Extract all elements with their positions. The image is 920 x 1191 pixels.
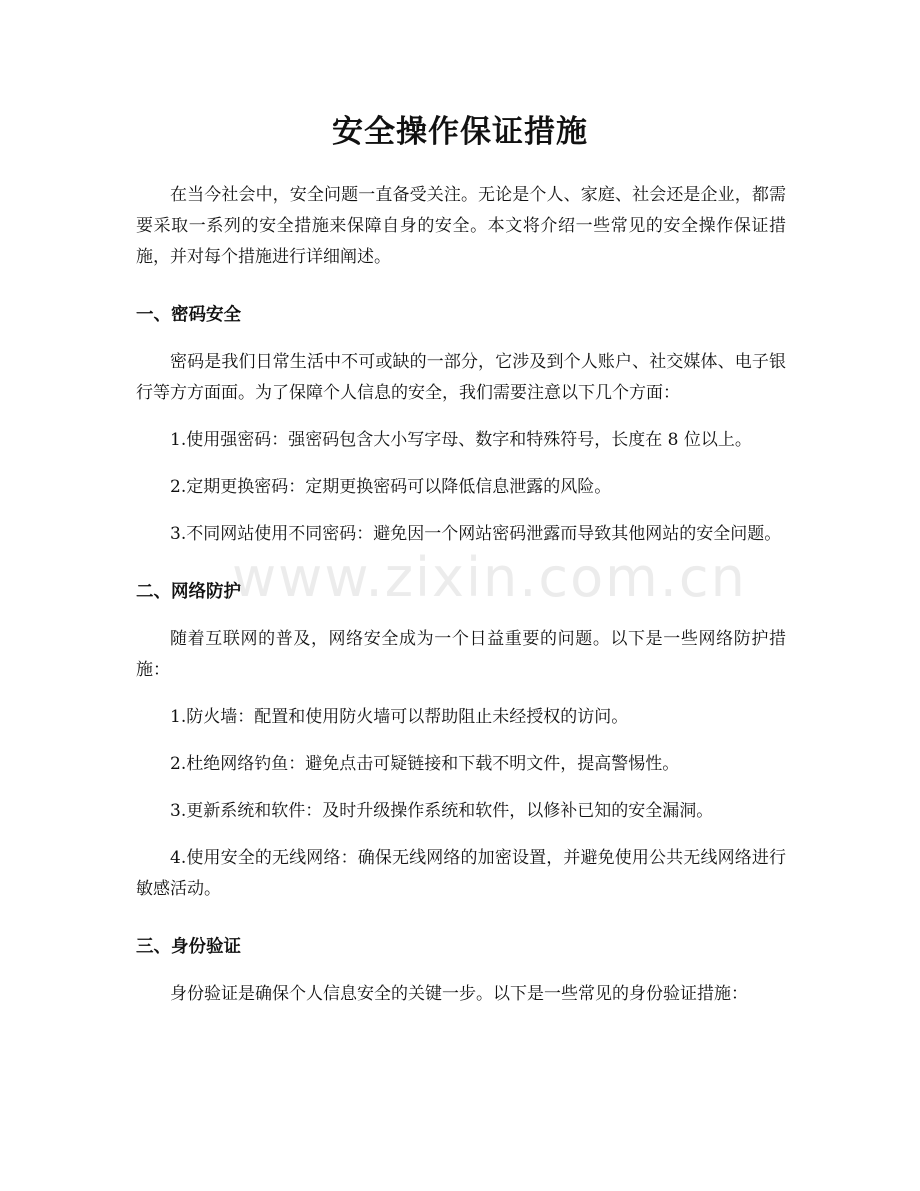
- section-paragraph: 密码是我们日常生活中不可或缺的一部分，它涉及到个人账户、社交媒体、电子银行等方方面面。为了保障个人信息的安全，我们需要注意以下几个方面：: [136, 352, 786, 403]
- list-item: 3.不同网站使用不同密码：避免因一个网站密码泄露而导致其他网站的安全问题。: [170, 524, 782, 544]
- section-heading: 三、身份验证: [136, 937, 241, 957]
- list-item: 3.更新系统和软件：及时升级操作系统和软件，以修补已知的安全漏洞。: [170, 801, 714, 821]
- section-heading: 一、密码安全: [136, 305, 241, 325]
- intro-paragraph: 在当今社会中，安全问题一直备受关注。无论是个人、家庭、社会还是企业，都需要采取一系列的安全措施来保障自身的安全。本文将介绍一些常见的安全操作保证措施，并对每个措施进行详细阐述。: [136, 185, 786, 267]
- watermark: www.zixin.com.cn: [232, 546, 747, 609]
- list-item: 1.防火墙：配置和使用防火墙可以帮助阻止未经授权的访问。: [170, 707, 629, 727]
- list-item: 2.杜绝网络钓鱼：避免点击可疑链接和下载不明文件，提高警惕性。: [170, 754, 680, 774]
- list-item: 4.使用安全的无线网络：确保无线网络的加密设置，并避免使用公共无线网络进行敏感活动。: [136, 848, 786, 899]
- section-paragraph: 身份验证是确保个人信息安全的关键一步。以下是一些常见的身份验证措施：: [170, 984, 748, 1004]
- list-item: 1.使用强密码：强密码包含大小写字母、数字和特殊符号，长度在 8 位以上。: [170, 430, 752, 450]
- section-paragraph: 随着互联网的普及，网络安全成为一个日益重要的问题。以下是一些网络防护措施：: [136, 629, 786, 680]
- section-identity-verification: [136, 933, 786, 1010]
- section-heading: 二、网络防护: [136, 582, 241, 602]
- document-title: 安全操作保证措施: [332, 114, 588, 150]
- section-network-protection: [136, 578, 786, 905]
- section-password-security: [136, 301, 786, 550]
- list-item: 2.定期更换密码：定期更换密码可以降低信息泄露的风险。: [170, 477, 612, 497]
- document-body: [136, 180, 786, 1026]
